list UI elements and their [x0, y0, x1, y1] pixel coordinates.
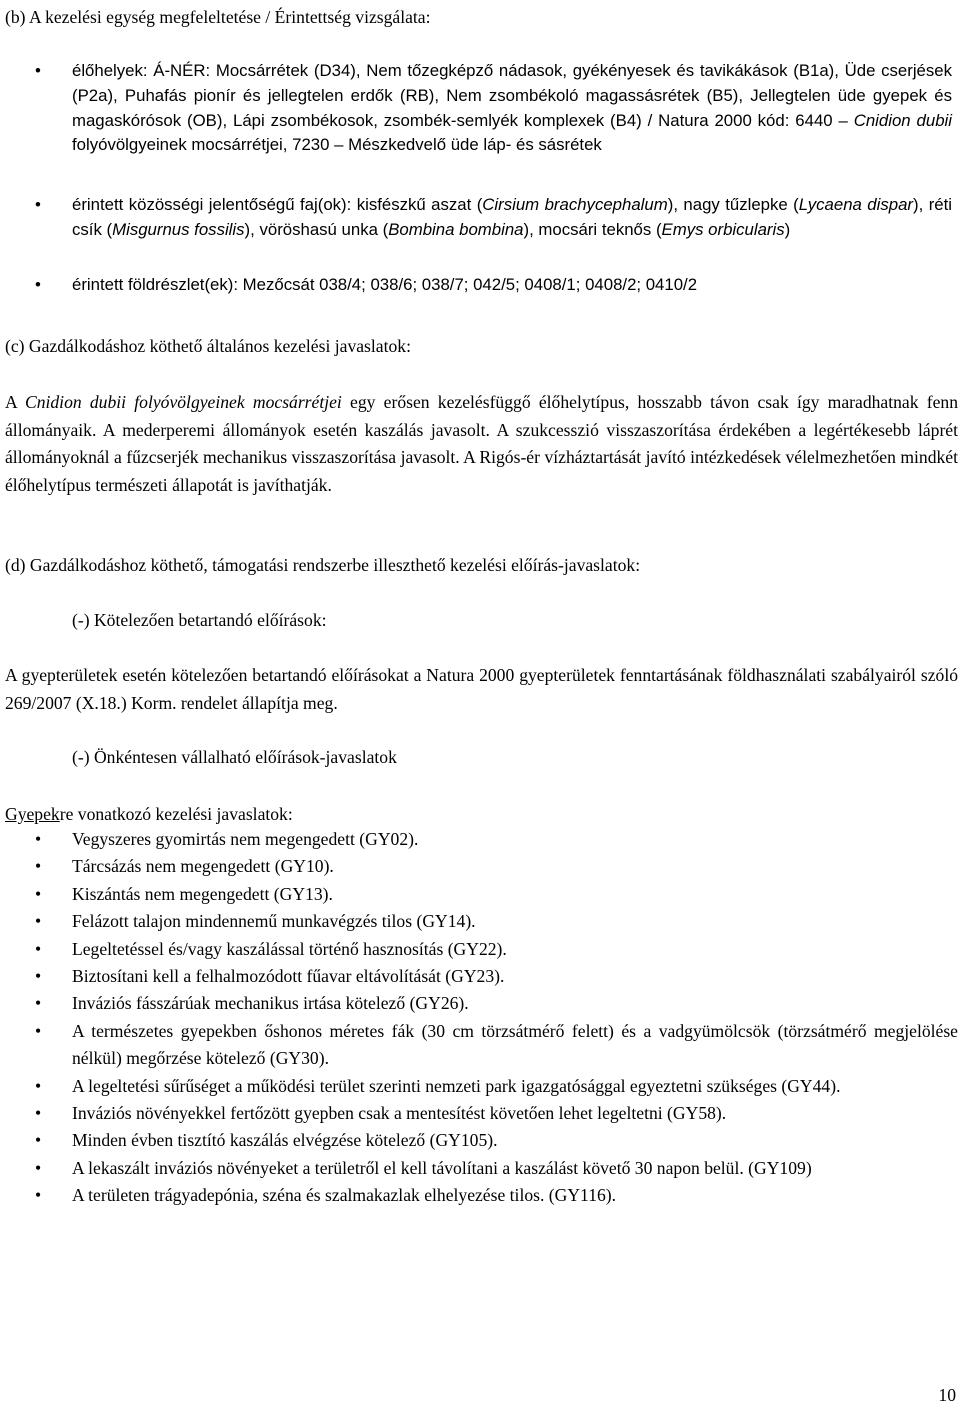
- grassland-heading: [5, 801, 293, 829]
- bullet: •: [35, 1185, 42, 1206]
- bullet: •: [35, 1130, 42, 1151]
- list-item-text: Kiszántás nem megengedett (GY13).: [72, 883, 333, 904]
- grassland-list: [35, 826, 958, 1210]
- list-item: [35, 1073, 958, 1100]
- paragraph-text: egy erősen kezelésfüggő élőhelytípus, hosszabb távon csak így maradhatnak fenn állományaik. A mederperemi állományok esetén kaszálás javasolt. A szukcesszió visszaszorítása érdekében a legértékesebb láprét állományoknál a fűzcserjék mechanikus visszaszorítása javasolt. A Rigós-ér vízháztartását javító intézkedések vélelmezhetően mindkét élőhelytípus természeti állapotát is javíthatják.: [5, 392, 959, 495]
- list-item: [35, 1182, 958, 1209]
- habitats-text: Mocsárrétek (D34), Nem tőzegképző nádasok, gyékényesek és tavikákások (B1a), Üde cserjések (P2a), Puhafás pionír és jellegtelen erdők (RB), Nem zsombékoló magassásrétek (B5), Jellegtelen üde gyepek és magaskórósok (OB), Lápi zsombékosok, zsombék-semlyék komplexek (B4) / Natura 2000 kód: 6440 –: [72, 61, 953, 130]
- bullet: •: [35, 883, 42, 904]
- habitat-name-italic: Cnidion dubii folyóvölgyeinek mocsárrétjei: [24, 392, 342, 412]
- habitats-italic: Cnidion dubii: [853, 110, 952, 130]
- list-item: [35, 936, 958, 963]
- bullet: •: [35, 1075, 42, 1096]
- species-common-4: mocsári teknős: [538, 219, 652, 239]
- page-number: 10: [938, 1384, 956, 1405]
- species-common-0: kisfészkű aszat: [356, 195, 472, 214]
- species-latin-0: Cirsium brachycephalum: [482, 195, 668, 214]
- bullet: •: [35, 966, 42, 987]
- parcels-text: érintett földrészlet(ek): Mezőcsát 038/4; 038/6; 038/7; 042/5; 0408/1; 0408/2; 0410/2: [72, 275, 698, 294]
- species-latin-1: Lycaena dispar: [798, 195, 914, 214]
- habitats-label: élőhelyek: Á-NÉR:: [72, 61, 216, 80]
- bullet: •: [35, 1103, 42, 1124]
- bullet: •: [35, 275, 41, 294]
- grassland-heading-underlined: Gyepek: [5, 804, 60, 824]
- list-item: [35, 1018, 958, 1073]
- section-d-heading: (d) Gazdálkodáshoz köthető, támogatási rendszerbe illeszthető kezelési előírás-javaslatok:: [5, 555, 641, 575]
- list-item: [35, 881, 958, 908]
- list-item-text: Felázott talajon mindennemű munkavégzés tilos (GY14).: [72, 911, 476, 932]
- list-item-text: Tárcsázás nem megengedett (GY10).: [72, 856, 334, 877]
- list-item: [35, 826, 958, 853]
- list-item: [35, 853, 958, 880]
- species-common-1: nagy tűzlepke: [683, 195, 788, 214]
- species-sep: ,: [250, 219, 260, 239]
- list-item-text: Minden évben tisztító kaszálás elvégzése kötelező (GY105).: [72, 1130, 498, 1151]
- grassland-heading-rest: re vonatkozó kezelési javaslatok:: [59, 804, 293, 824]
- bullet: •: [35, 195, 41, 214]
- section-c-heading: (c) Gazdálkodáshoz köthető általános kezelési javaslatok:: [5, 336, 411, 356]
- species-common-2: réti csík: [72, 195, 953, 239]
- list-item-text: Vegyszeres gyomirtás nem megengedett (GY02).: [72, 829, 419, 849]
- species-common-3: vöröshasú unka: [259, 219, 378, 239]
- species-latin-4: Emys orbicularis: [661, 219, 785, 239]
- species-latin-2: Misgurnus fossilis: [112, 219, 245, 239]
- bullet: •: [35, 938, 42, 959]
- list-item: [35, 963, 958, 990]
- list-item-text: A természetes gyepekben őshonos méretes fák (30 cm törzsátmérő felett) és a vadgyümölcsök (törzsátmérő megjelölése nélkül) megőrzése kötelező (GY30).: [72, 1020, 958, 1069]
- section-b-heading: (b) A kezelési egység megfeleltetése / Érintettség vizsgálata:: [5, 7, 431, 27]
- list-item-text: A lekaszált inváziós növényeket a területről el kell távolítani a kaszálást követő 30 napon belül. (GY109): [72, 1157, 812, 1178]
- bullet: •: [35, 1157, 42, 1178]
- list-item: [35, 1127, 958, 1154]
- paragraph-text: A: [5, 392, 25, 412]
- section-c-paragraph: [5, 389, 958, 499]
- species-sep: ,: [673, 195, 684, 214]
- species-sep: ,: [529, 219, 539, 239]
- list-item-text: Inváziós fásszárúak mechanikus irtása kötelező (GY26).: [72, 993, 469, 1014]
- bullet: •: [35, 61, 41, 80]
- bullet: •: [35, 911, 42, 932]
- list-item-text: A legeltetési sűrűséget a működési terület szerinti nemzeti park igazgatósággal egyeztetni szükséges (GY44).: [72, 1075, 841, 1096]
- species-sep: ,: [918, 195, 929, 214]
- section-b-list: [35, 59, 953, 298]
- mandatory-text: A gyepterületek esetén kötelezően betartandó előírásokat a Natura 2000 gyepterületek fenntartásának földhasználati szabályairól szóló 269/2007 (X.18.) Korm. rendelet állapítja meg.: [5, 665, 958, 713]
- list-item: [35, 1100, 958, 1127]
- list-item: [35, 908, 958, 935]
- bullet: •: [35, 993, 42, 1014]
- list-item-text: Biztosítani kell a felhalmozódott fűavar eltávolítását (GY23).: [72, 966, 505, 987]
- species-latin-3: Bombina bombina: [388, 219, 524, 239]
- voluntary-heading: (-) Önkéntesen vállalható előírások-javaslatok: [72, 747, 397, 767]
- list-item: [35, 1155, 958, 1182]
- habitats-text-end: folyóvölgyeinek mocsárrétjei, 7230 – Mészkedvelő üde láp- és sásrétek: [72, 135, 602, 155]
- list-item-text: Legeltetéssel és/vagy kaszálással történő hasznosítás (GY22).: [72, 938, 507, 959]
- mandatory-paragraph: [5, 662, 958, 717]
- mandatory-heading: (-) Kötelezően betartandó előírások:: [72, 610, 327, 630]
- species-label: érintett közösségi jelentőségű faj(ok):: [72, 195, 357, 214]
- list-item: [35, 990, 958, 1017]
- species-item: • érintett közösségi jelentőségű faj(ok): kisfészkű aszat (Cirsium brachycephalum), nagy tűzlepke (Lycaena dispar), réti csík (Misgurnus fossilis), vöröshasú unka (Bombina bombina), mocsári teknős (Emys orbicularis): [35, 195, 953, 239]
- list-item-text: Inváziós növényekkel fertőzött gyepben csak a mentesítést követően lehet legeltetni (GY58).: [72, 1103, 727, 1124]
- bullet: •: [35, 1020, 42, 1041]
- bullet: •: [35, 856, 42, 877]
- parcels-item: [35, 273, 952, 298]
- list-item-text: A területen trágyadepónia, széna és szalmakazlak elhelyezése tilos. (GY116).: [72, 1185, 617, 1206]
- bullet: •: [35, 829, 42, 849]
- habitats-item: [35, 59, 953, 183]
